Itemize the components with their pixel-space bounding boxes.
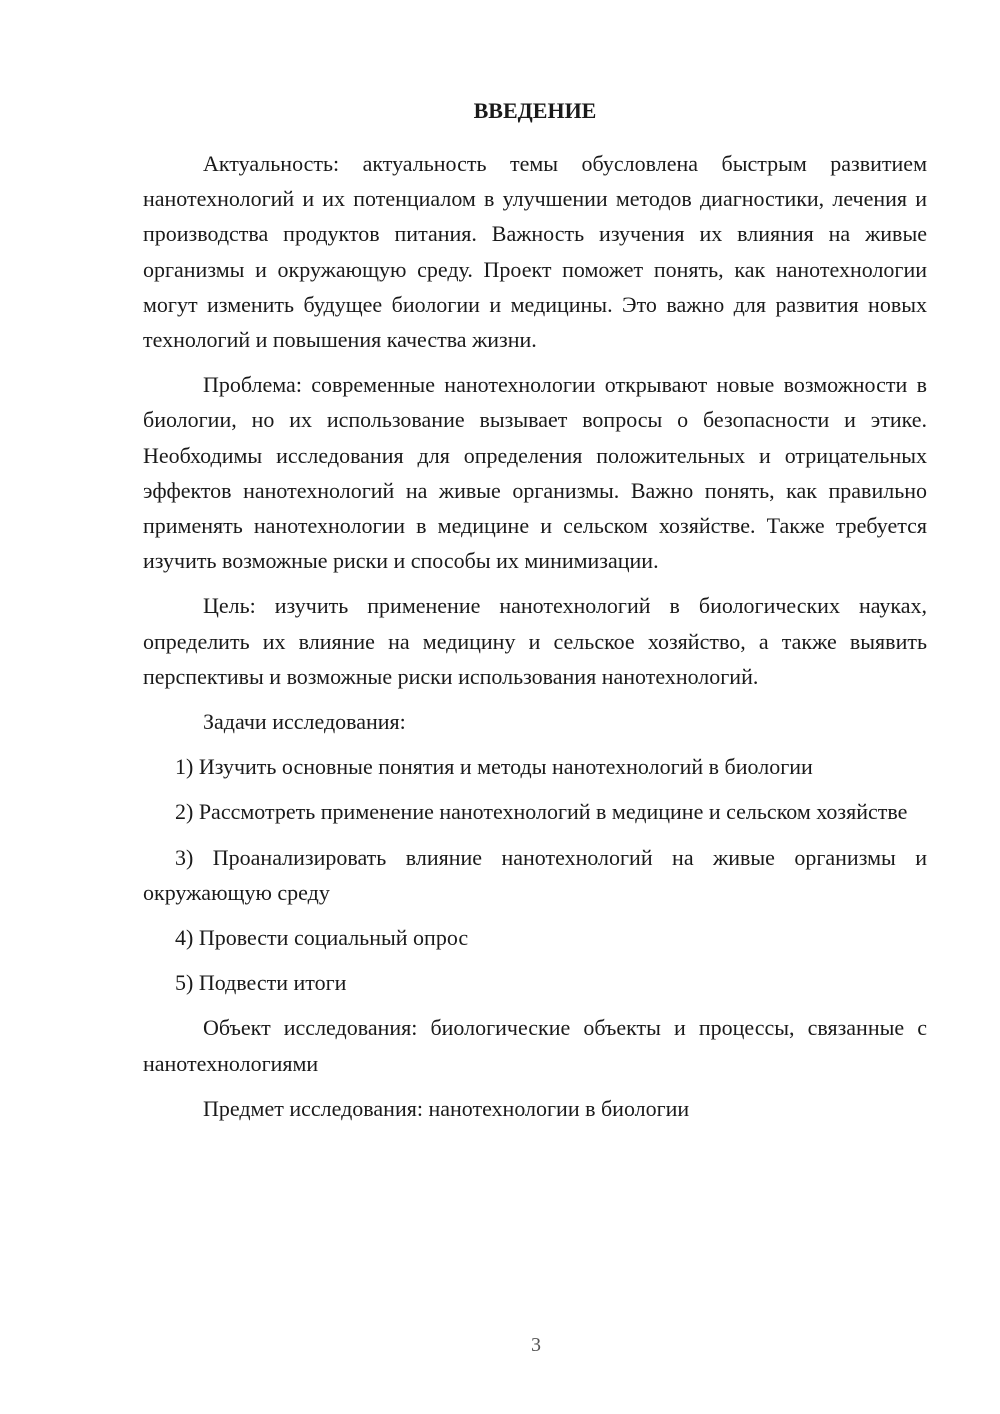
- task-item-4: 4) Провести социальный опрос: [175, 925, 469, 951]
- research-subject-paragraph: Предмет исследования: нанотехнологии в биологии: [203, 1095, 690, 1121]
- page-title: ВВЕДЕНИЕ: [473, 98, 597, 123]
- problem-paragraph: Проблема: современные нанотехнологии открывают новые возможности в биологии, но их использование вызывает вопросы о безопасности и этике. Необходимы исследования для определения положительных и отрицательных эффектов нанотехнологий на живые организмы. Важно понять, как правильно применять нанотехнологии в медицине и сельском хозяйстве. Также требуется изучить возможные риски и способы их минимизации.: [143, 372, 927, 574]
- task-item-1: 1) Изучить основные понятия и методы нанотехнологий в биологии: [175, 754, 813, 780]
- page-content: [143, 96, 927, 1136]
- goal-paragraph: Цель: изучить применение нанотехнологий в биологических науках, определить их влияние на медицину и сельское хозяйство, а также выявить перспективы и возможные риски использования нанотехнологий.: [143, 593, 927, 689]
- task-item-5: 5) Подвести итоги: [175, 970, 347, 996]
- task-item-3: 3) Проанализировать влияние нанотехнологий на живые организмы и окружающую среду: [143, 844, 927, 905]
- research-object-paragraph: Объект исследования: биологические объекты и процессы, связанные с нанотехнологиями: [143, 1015, 927, 1076]
- task-item-2: 2) Рассмотреть применение нанотехнологий в медицине и сельском хозяйстве: [175, 799, 908, 825]
- page-number: 3: [531, 1334, 541, 1356]
- relevance-paragraph: Актуальность: актуальность темы обусловлена быстрым развитием нанотехнологий и их потенциалом в улучшении методов диагностики, лечения и производства продуктов питания. Важность изучения их влияния на живые организмы и окружающую среду. Проект поможет понять, как нанотехнологии могут изменить будущее биологии и медицины. Это важно для развития новых технологий и повышения качества жизни.: [143, 151, 927, 353]
- tasks-heading: Задачи исследования:: [203, 709, 406, 735]
